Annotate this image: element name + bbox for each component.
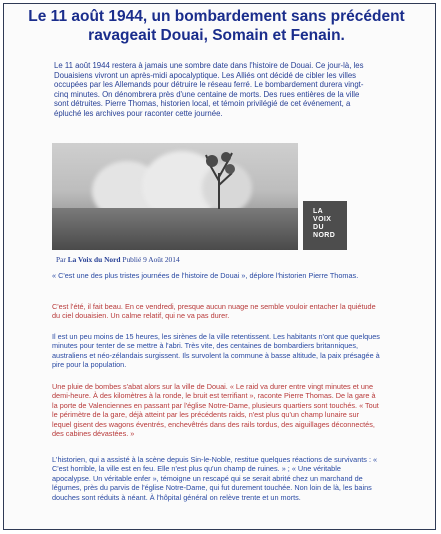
la-voix-du-nord-logo: LA VOIX DU NORD [303,201,347,250]
tree-silhouette-icon [202,151,236,209]
article-intro: Le 11 août 1944 restera à jamais une sombre date dans l'histoire de Douai. Ce jour-là, les Douaisiens vivront un après-midi apocalyptique. Les Alliés ont décidé de cibler les villes occupées par les Allemands pour détruire le réseau ferré. Le bombardement durera vingt-cinq minutes. On dénombrera près d'une centaine de morts. Des rues entières de la ville sont détruites. Pierre Thomas, historien local, et témoin privilégié de cet événement, a épluché les archives pour raconter cette journée. [54,61,364,118]
credit-source: La Voix du Nord [67,255,121,264]
paragraph-quote: « C'est une des plus tristes journées de l'histoire de Douai », déplore l'historien Pierre Thomas. [52,271,359,280]
bombing-photo [52,143,298,250]
paragraph-summer: C'est l'été, il fait beau. En ce vendredi, presque aucun nuage ne semble vouloir entacher la quiétude du ciel douaisien. Un calme relatif, qui ne va pas durer. [52,302,376,321]
article-title: Le 11 août 1944, un bombardement sans précédent ravageait Douai, Somain et Fenain. [28,8,405,44]
paragraph-raid: Une pluie de bombes s'abat alors sur la ville de Douai. « Le raid va durer entre vingt minutes et une demi-heure. À des kilomètres à la ronde, le bruit est terrifiant », raconte Pierre Thomas. De la gare à la porte de Valenciennes en passant par l'église Notre-Dame, plusieurs quartiers sont touchés. « Tout le périmètre de la gare, déjà atteint par les précédents raids, n'est plus qu'un champ lunaire sur lequel gisent des wagons éventrés, enchevêtrés dans des rails tordus, des aiguillages déconnectés, des cabines dévastées. » [52,382,379,439]
paragraph-survivors: L'historien, qui a assisté à la scène depuis Sin-le-Noble, restitue quelques réactions de survivants : « C'est horrible, la ville est en feu. Elle n'est plus qu'un champ de ruines. » ; « Une véritable apocalypse. Un véritable enfer », témoigne un rescapé qui se serait abrité chez un marchand de légumes, près du parvis de l'église Notre-Dame, qui fut durement touchée. Non loin de là, les bains douches sont réduits à néant. À l'hôpital général on relève trente et un morts. [52,455,378,502]
photo-credit: Par La Voix du Nord Publié 9 Août 2014 [56,255,180,264]
paragraph-sirens: Il est un peu moins de 15 heures, les sirènes de la ville retentissent. Les habitants n'ont que quelques minutes pour tenter de se mettre à l'abri. Très vite, des centaines de bombardiers britanniques, australiens et néo-zélandais surgissent. Ils survolent la commune à basse altitude, la paix présagée à pire pour la population. [52,332,380,370]
